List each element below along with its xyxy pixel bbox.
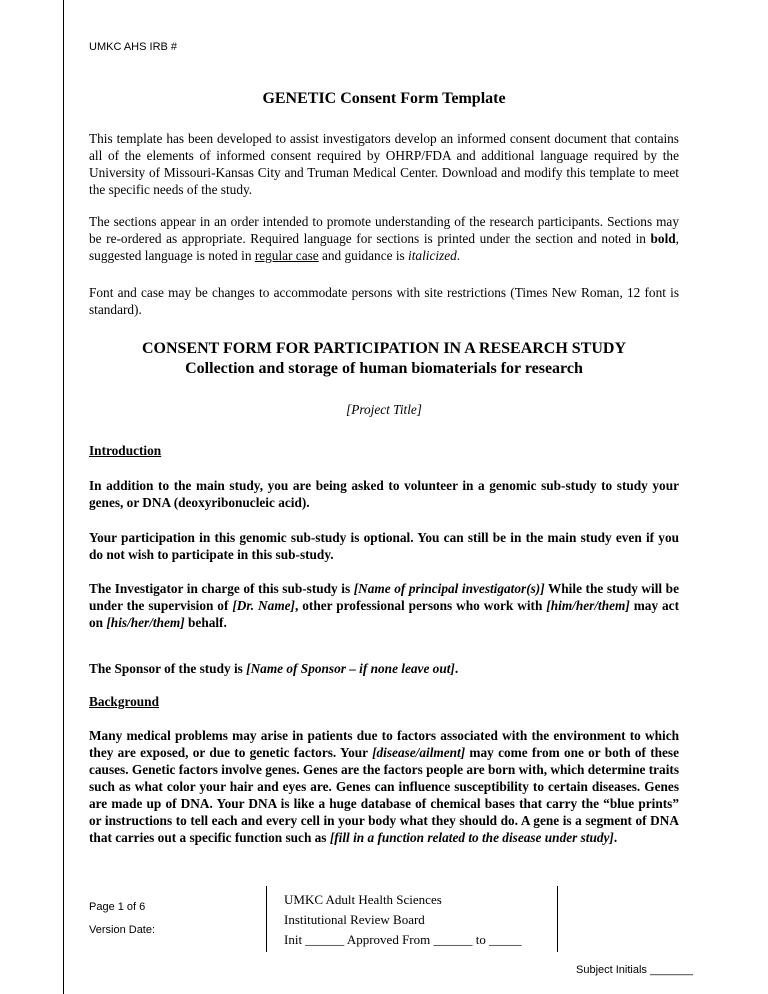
regular-example: regular case [254, 248, 319, 263]
introduction-heading: Introduction [89, 443, 162, 458]
bold-example: bold [650, 231, 676, 246]
sections-note-paragraph [89, 213, 679, 264]
text-span: behalf. [184, 615, 227, 630]
introduction-paragraph-3 [89, 580, 679, 631]
irb-box-line: Init ______ Approved From ______ to _____ [284, 932, 522, 947]
irb-approval-box [284, 890, 522, 950]
introduction-paragraph-1: In addition to the main study, you are being asked to volunteer in a genomic sub-study to study your genes, or DNA (deoxyribonucleic acid). [89, 478, 679, 510]
text-span: and guidance is [318, 248, 409, 263]
placeholder-text: [disease/ailment] [372, 745, 466, 760]
sponsor-paragraph [89, 660, 679, 677]
background-heading: Background [89, 694, 159, 709]
background-paragraph [89, 727, 679, 846]
document-title: GENETIC Consent Form Template [262, 90, 506, 107]
placeholder-text: [Dr. Name] [232, 598, 295, 613]
introduction-paragraph-2: Your participation in this genomic sub-study is optional. You can still be in the main study even if you do not wish to participate in this sub-study. [89, 530, 679, 562]
text-span: may act on [89, 598, 680, 630]
text-span: The Investigator in charge of this sub-study is [89, 581, 354, 596]
placeholder-text: [Name of Sponsor – if none leave out] [246, 661, 455, 676]
text-span: may come from one or both of these causes. Genetic factors involve genes. Genes are the factors people are born with, which determine traits such as what color your hair and eyes are. Genes can influence susceptibility to certain diseases. Genes are made up of DNA. Your DNA is like a huge database of chemical bases that carry the “blue prints” or instructions to tell each and every cell in your body what they should do. A gene is a segment of DNA that carries out a specific function such as [89, 745, 679, 845]
text-span: Many medical problems may arise in patients due to factors associated with the environment to which they are exposed, or due to genetic factors. Your [89, 728, 679, 760]
subject-initials: Subject Initials _______ [576, 964, 693, 976]
font-note-paragraph: Font and case may be changes to accommodate persons with site restrictions (Times New Roman, 12 font is standard). [89, 285, 679, 317]
irb-header: UMKC AHS IRB # [89, 41, 178, 53]
placeholder-text: [fill in a function related to the disease under study] [329, 830, 614, 845]
irb-box-line: UMKC Adult Health Sciences [284, 892, 442, 907]
placeholder-text: [him/her/them] [546, 598, 630, 613]
version-date: Version Date: [89, 924, 156, 936]
text-span: , suggested language is noted in [89, 231, 679, 263]
consent-title: CONSENT FORM FOR PARTICIPATION IN A RESEARCH STUDY [141, 340, 627, 357]
text-span: While the study will be under the supervision of [89, 581, 679, 613]
footer-divider-left [266, 886, 267, 952]
text-span: , other professional persons who work with [295, 598, 547, 613]
page-number: Page 1 of 6 [89, 901, 146, 913]
text-span: . [454, 661, 459, 676]
project-title: [Project Title] [346, 402, 422, 417]
placeholder-text: [Name of principal investigator(s)] [353, 581, 545, 596]
page-left-edge [63, 0, 64, 994]
consent-subtitle: Collection and storage of human biomaterials for research [185, 360, 583, 377]
consent-heading [89, 339, 679, 379]
intro-paragraph: This template has been developed to assist investigators develop an informed consent document that contains all of the elements of informed consent required by OHRP/FDA and additional language required by the University of Missouri-Kansas City and Truman Medical Center. Download and modify this template to meet the specific needs of the study. [89, 131, 679, 197]
text-span: The Sponsor of the study is [89, 661, 247, 676]
placeholder-text: [his/her/them] [106, 615, 185, 630]
text-span: The sections appear in an order intended to promote understanding of the research participants. Sections may be re-ordered as appropriate. Required language for sections is printed under the section and noted in [89, 214, 679, 246]
italic-example: italicized [408, 248, 457, 263]
footer-divider-right [557, 886, 558, 952]
irb-box-line: Institutional Review Board [284, 912, 425, 927]
text-span: . [456, 248, 461, 263]
text-span: . [613, 830, 618, 845]
